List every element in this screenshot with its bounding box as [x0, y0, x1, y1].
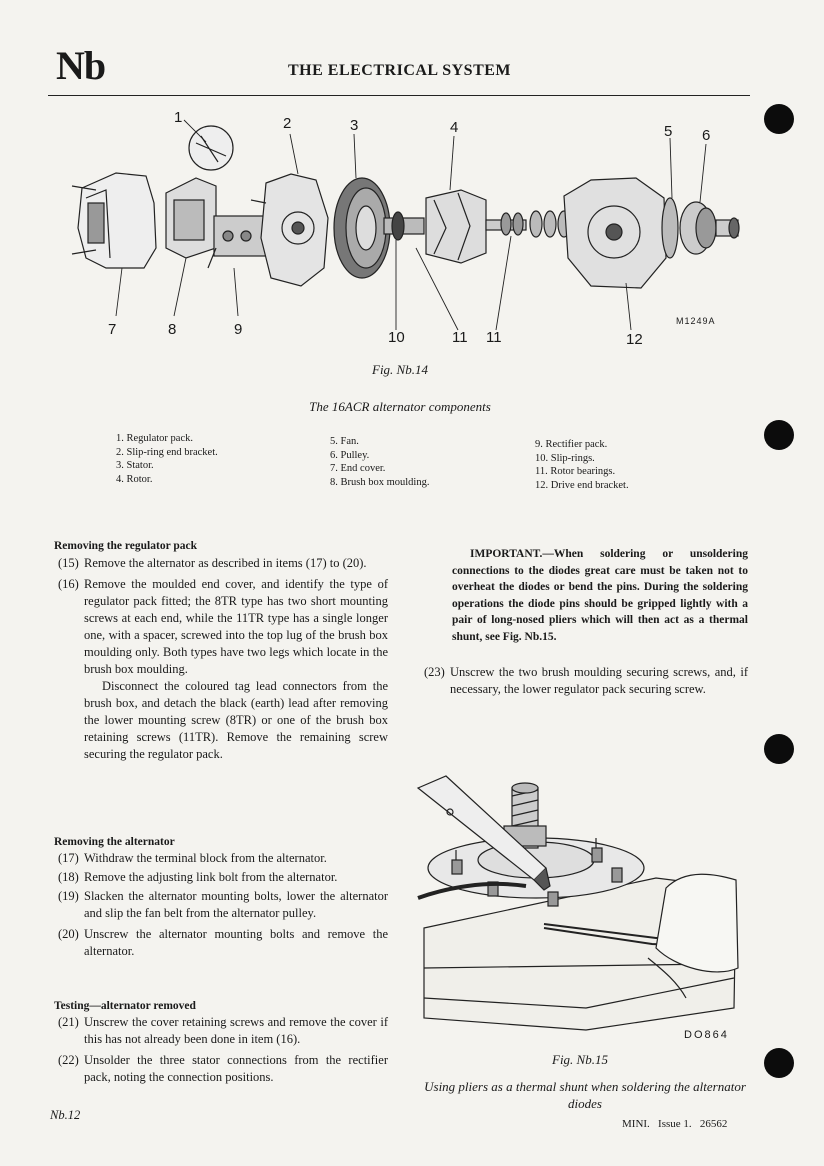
alternator-section [54, 836, 388, 960]
legend-item: 8. Brush box moulding. [330, 476, 430, 488]
callout-label: 3 [350, 117, 359, 134]
slip-ring-bracket-drawing [251, 174, 328, 286]
procedure-step [54, 888, 388, 922]
section-heading: Removing the alternator [54, 836, 175, 848]
fan-pulley-drawing [662, 198, 739, 258]
rectifier-drawing [208, 216, 266, 268]
section-heading: Removing the regulator pack [54, 540, 197, 552]
procedure-step [54, 1014, 388, 1048]
legend-column [330, 435, 429, 489]
step-number: (16) [58, 577, 79, 591]
procedure-step [54, 555, 388, 572]
drawing-code: M1249A [676, 316, 716, 326]
binder-hole [764, 734, 794, 764]
legend-item: 3. Stator. [116, 460, 154, 471]
stator-drawing [334, 178, 390, 278]
step-text: Remove the adjusting link bolt from the alternator. [84, 870, 338, 884]
step-number: (15) [58, 556, 79, 570]
end-cover-drawing [72, 173, 156, 268]
callout-label: 11 [486, 329, 502, 346]
bearings-drawing [501, 211, 570, 237]
page-title: THE ELECTRICAL SYSTEM [288, 62, 512, 79]
procedure-step [54, 869, 388, 886]
legend-column [116, 432, 218, 486]
callout-label: 9 [234, 321, 243, 338]
callout-label: 5 [664, 123, 673, 140]
binder-hole [764, 104, 794, 134]
important-text: When soldering or unsoldering connections to the diodes great care must be taken not to overheat the diodes or bend the pins. During the soldering operations the diode pins should be gripped lightly with a pair of long-nosed pliers which will then act as a thermal shunt, see Fig. Nb.15. [452, 548, 748, 643]
callout-label: 6 [702, 127, 711, 144]
legend-item: 1. Regulator pack. [116, 433, 193, 444]
legend-item: 10. Slip-rings. [535, 452, 595, 464]
legend-item: 5. Fan. [330, 436, 359, 447]
figure-number: Fig. Nb.14 [372, 362, 428, 377]
section-code: Nb [56, 43, 106, 88]
important-note [452, 546, 748, 645]
legend-item: 11. Rotor bearings. [535, 466, 616, 477]
step-text: Remove the moulded end cover, and identify the type of regulator pack fitted; the 8TR type has two short mounting screws at each end, while the 11TR type has a single longer one, with a spacer, screwed into the top lug of the brush box moulding only. Both types have two legs which locate in the brush box moulding. [84, 577, 388, 676]
legend-item: 9. Rectifier pack. [535, 439, 608, 450]
step-text: Slacken the alternator mounting bolts, lower the alternator and slip the fan belt from the alternator pulley. [84, 889, 388, 920]
procedure-step [54, 850, 388, 867]
regulator-section [54, 540, 388, 763]
callout-label: 8 [168, 321, 177, 338]
legend-item: 7. End cover. [330, 463, 386, 474]
step-number: (18) [58, 870, 79, 884]
step-number: (20) [58, 927, 79, 941]
callout-label: 1 [174, 109, 183, 126]
callout-label: 2 [283, 115, 292, 132]
publication-info: MINI. Issue 1. 26562 [622, 1118, 728, 1130]
step-number: (21) [58, 1015, 79, 1029]
binder-hole [764, 420, 794, 450]
legend-item: 12. Drive end bracket. [535, 479, 629, 491]
step-number: (19) [58, 889, 79, 903]
callout-label: 7 [108, 321, 117, 338]
procedure-step [420, 664, 748, 698]
procedure-step [54, 576, 388, 678]
thermal-shunt-illustration [416, 768, 750, 1048]
step-text: Remove the alternator as described in items (17) to (20). [84, 556, 367, 570]
step-number: (22) [58, 1053, 79, 1067]
callout-label: 4 [450, 119, 459, 136]
step-text: Unscrew the cover retaining screws and remove the cover if this has not already been done in item (16). [84, 1015, 388, 1046]
page-number: Nb.12 [50, 1108, 81, 1122]
callout-label: 11 [452, 329, 468, 346]
figure-caption: Using pliers as a thermal shunt when soldering the alternator diodes [424, 1079, 746, 1111]
procedure-step [54, 926, 388, 960]
callout-label: 10 [388, 329, 405, 346]
legend-item: 4. Rotor. [116, 473, 153, 485]
step-number: (23) [424, 665, 445, 679]
alternator-exploded-diagram [66, 108, 750, 348]
drive-bracket-drawing [564, 178, 666, 288]
important-label: IMPORTANT.— [470, 548, 554, 560]
figure-number: Fig. Nb.15 [552, 1052, 608, 1067]
binder-hole [764, 1048, 794, 1078]
section-heading: Testing—alternator removed [54, 1000, 196, 1012]
step-text: Withdraw the terminal block from the alternator. [84, 851, 327, 865]
callout-label: 12 [626, 331, 643, 348]
legend-item: 6. Pulley. [330, 449, 370, 461]
legend-item: 2. Slip-ring end bracket. [116, 446, 218, 458]
legend-column [535, 438, 629, 492]
step-23 [420, 664, 748, 698]
header-divider [48, 95, 750, 96]
step-text: Unscrew the two brush moulding securing screws, and, if necessary, the lower regulator pack securing screw. [450, 665, 748, 696]
step-number: (17) [58, 851, 79, 865]
testing-section [54, 1000, 388, 1086]
important-note-body [452, 546, 748, 645]
step-text: Unsolder the three stator connections from the rectifier pack, noting the connection positions. [84, 1053, 388, 1084]
drawing-code: DO864 [684, 1029, 729, 1041]
paragraph: Disconnect the coloured tag lead connectors from the brush box, and detach the black (earth) lead after removing the lower mounting screw (8TR) or one of the brush box retaining screws (11TR). Remove the remaining screw securing the regulator pack. [84, 679, 388, 761]
procedure-step [54, 1052, 388, 1086]
figure-caption: The 16ACR alternator components [309, 399, 491, 414]
step-text: Unscrew the alternator mounting bolts and remove the alternator. [84, 927, 388, 958]
